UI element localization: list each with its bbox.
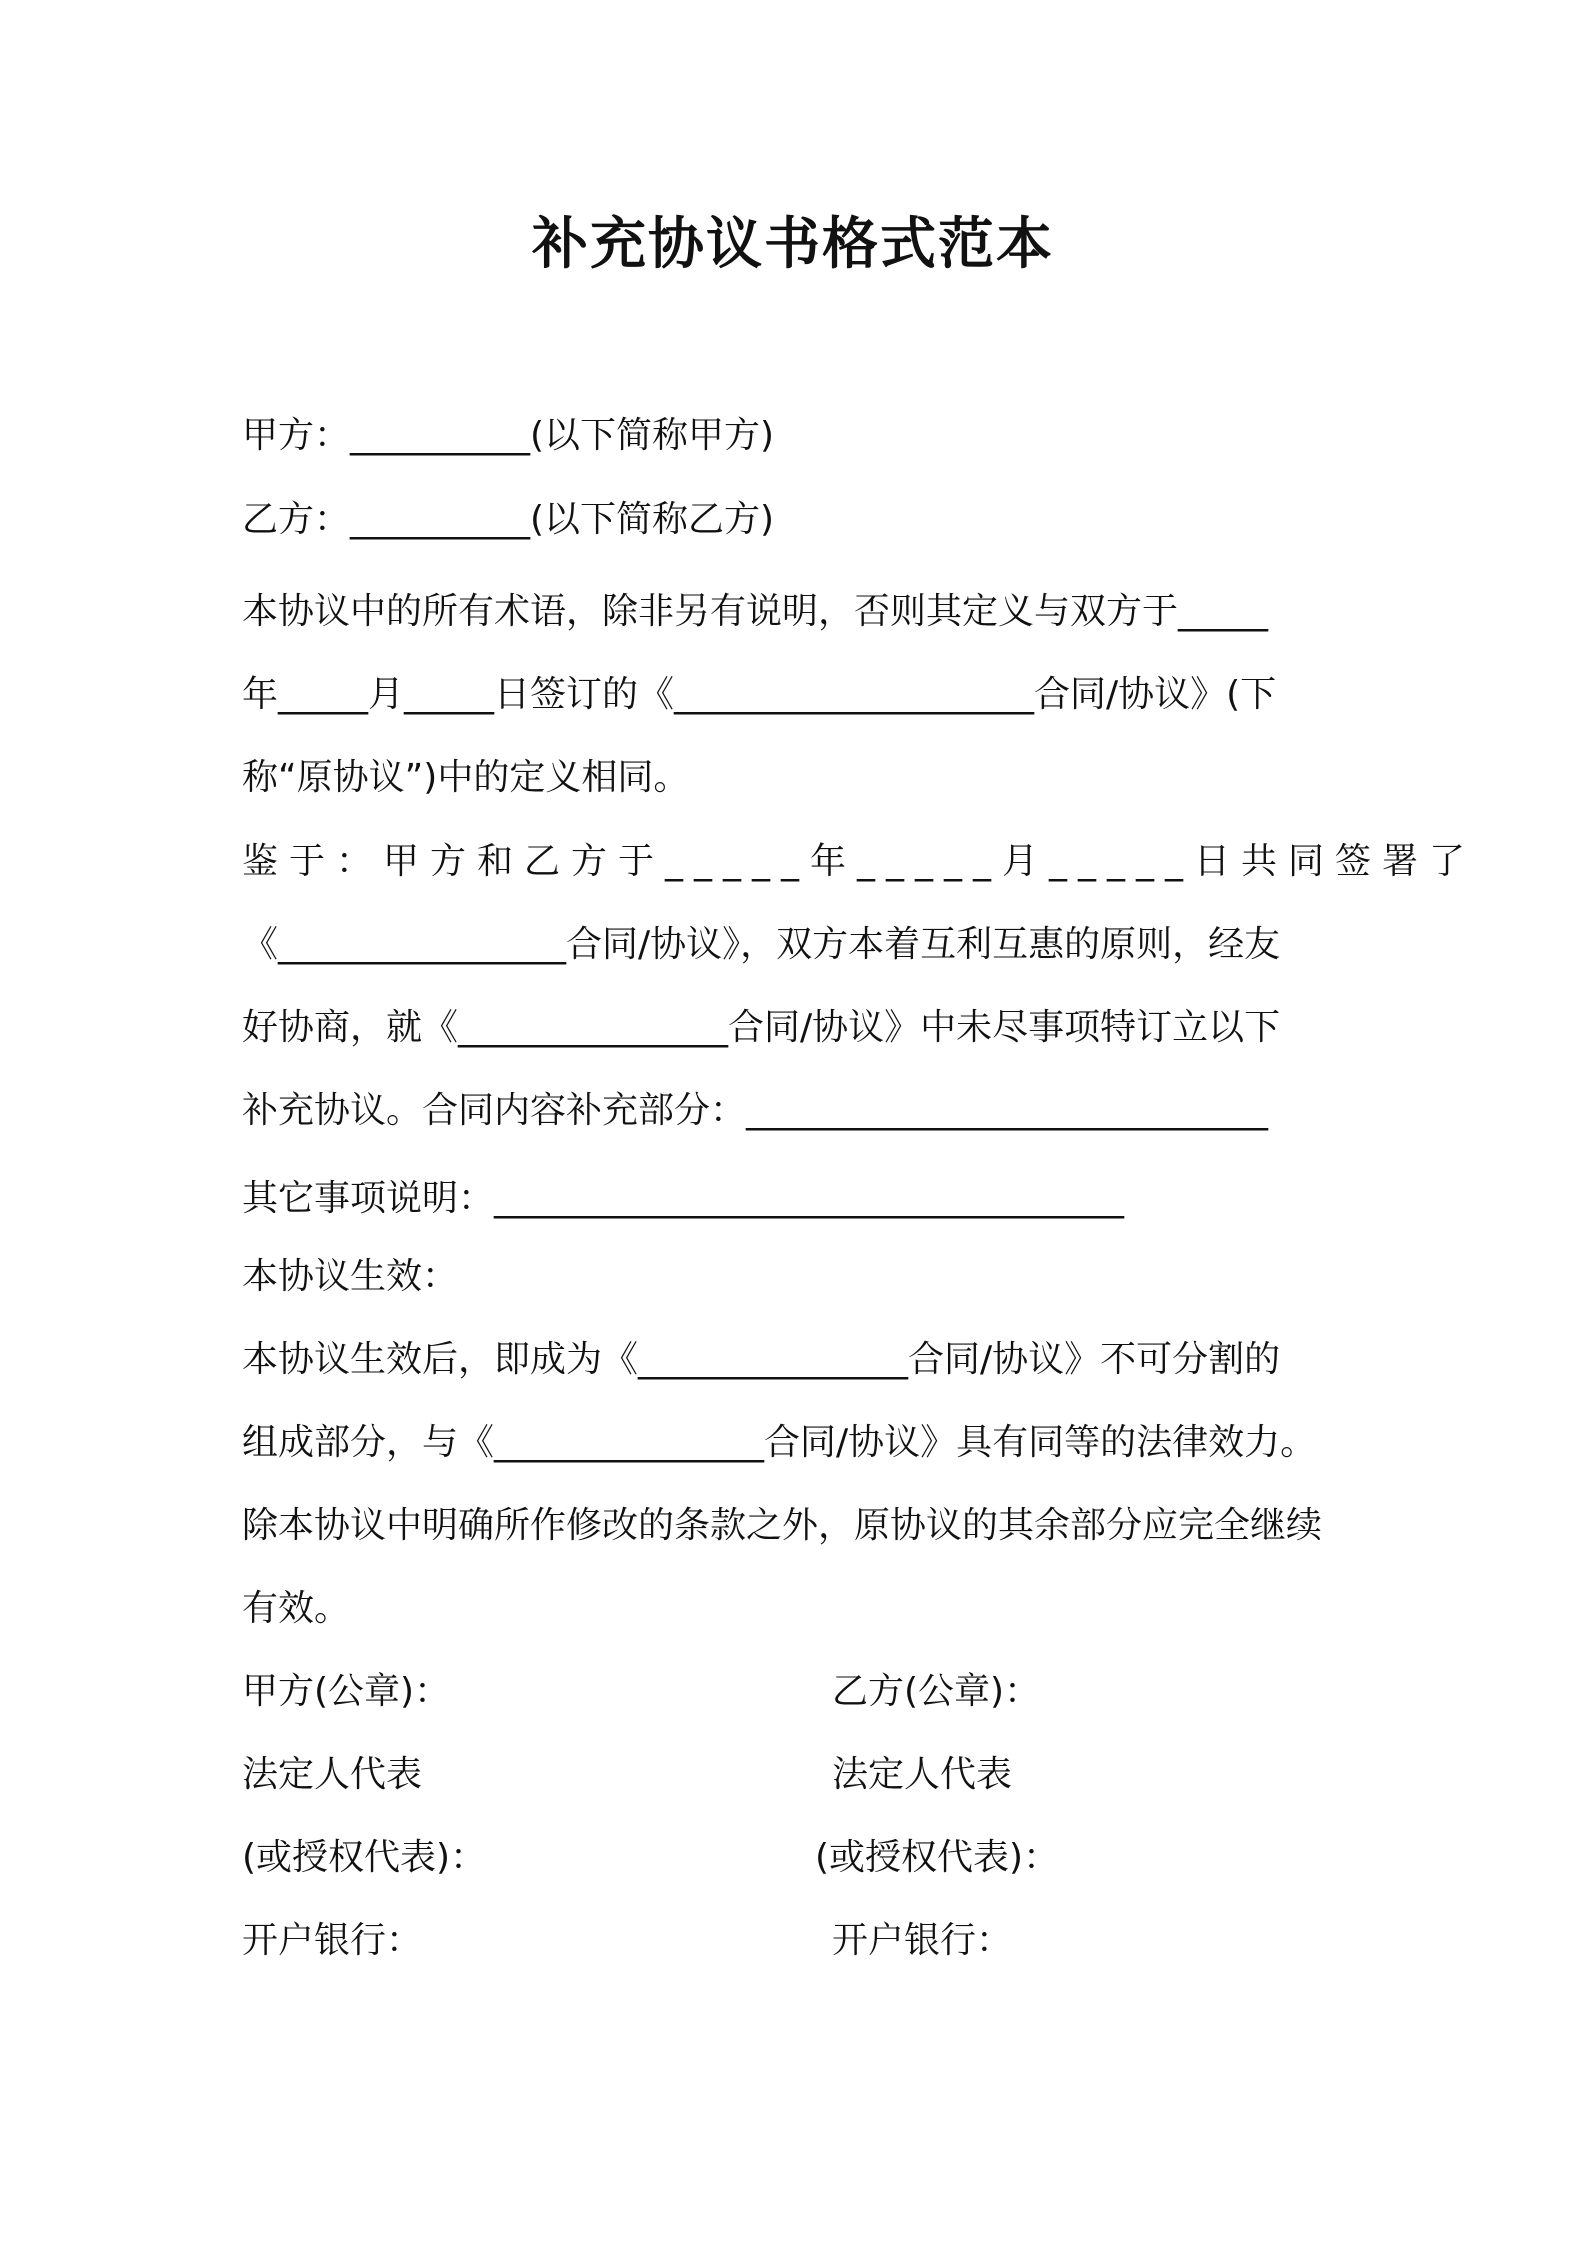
paragraph-effect-line-1: 本协议生效后，即成为《_______________合同/协议》不可分割的 <box>242 1339 1281 1380</box>
paragraph-effect-line-3: 除本协议中明确所作修改的条款之外，原协议的其余部分应完全继续 <box>242 1505 1323 1546</box>
party-b-authorized-label: (或授权代表)： <box>815 1837 1060 1878</box>
paragraph-terms-line-3: 称“原协议”)中的定义相同。 <box>242 757 690 798</box>
party-b-bank-label: 开户银行： <box>832 1920 1013 1961</box>
paragraph-terms-line-2: 年_____月_____日签订的《____________________合同/协议》(下 <box>242 674 1277 715</box>
document-title: 补充协议书格式范本 <box>532 212 1054 277</box>
other-matters-line: 其它事项说明：___________________________________ <box>242 1178 1125 1219</box>
party-a-legal-rep-label: 法定人代表 <box>242 1754 423 1795</box>
paragraph-effect-line-4: 有效。 <box>242 1588 351 1629</box>
party-b-seal-label: 乙方(公章)： <box>832 1671 1041 1712</box>
party-a-authorized-label: (或授权代表)： <box>242 1837 487 1878</box>
paragraph-whereas-line-3: 好协商，就《_______________合同/协议》中未尽事项特订立以下 <box>242 1007 1281 1048</box>
paragraph-whereas-line-2: 《________________合同/协议》，双方本着互利互惠的原则，经友 <box>242 924 1281 965</box>
paragraph-whereas-line-1: 鉴于：甲方和乙方于_____年_____月_____日共同签署了 <box>242 841 1477 882</box>
party-a-seal-label: 甲方(公章)： <box>242 1671 451 1712</box>
party-b-legal-rep-label: 法定人代表 <box>832 1754 1013 1795</box>
paragraph-terms-line-1: 本协议中的所有术语，除非另有说明，否则其定义与双方于_____ <box>242 591 1269 632</box>
effective-heading: 本协议生效： <box>242 1256 459 1297</box>
party-a-bank-label: 开户银行： <box>242 1920 423 1961</box>
paragraph-whereas-line-4: 补充协议。合同内容补充部分：_____________________________ <box>242 1090 1269 1131</box>
party-a-line: 甲方：__________(以下简称甲方) <box>242 415 775 456</box>
paragraph-effect-line-2: 组成部分，与《_______________合同/协议》具有同等的法律效力。 <box>242 1422 1317 1463</box>
party-b-line: 乙方：__________(以下简称乙方) <box>242 499 775 540</box>
